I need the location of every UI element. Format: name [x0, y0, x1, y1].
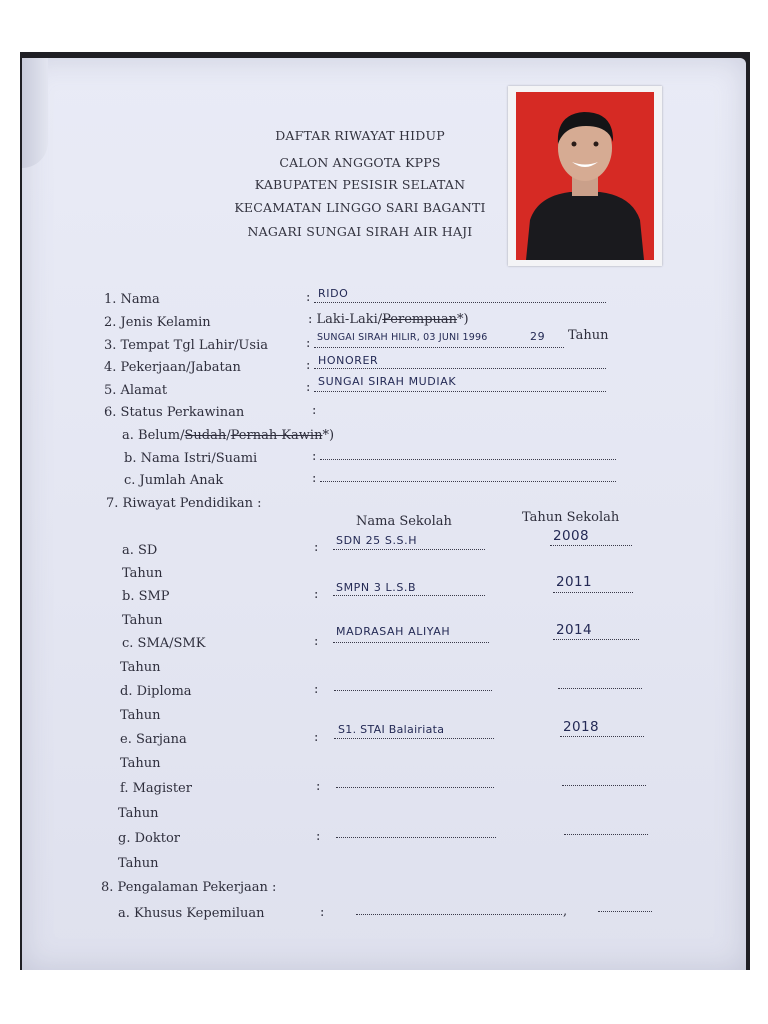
- edu-sd-year-line[interactable]: [550, 545, 632, 546]
- marital-label: 6. Status Perkawinan: [104, 405, 245, 420]
- edu-smp-school-line[interactable]: [333, 595, 485, 596]
- edu-diploma-label: d. Diploma: [120, 684, 192, 699]
- election-experience-label: a. Khusus Kepemiluan: [118, 906, 265, 921]
- tahun-label: Tahun: [122, 613, 163, 628]
- age-unit: Tahun: [568, 328, 609, 343]
- tahun-label: Tahun: [120, 660, 161, 675]
- job-line[interactable]: [314, 368, 606, 369]
- colon: :: [314, 540, 319, 555]
- edu-smp-year-line[interactable]: [553, 592, 633, 593]
- marital-married-option: Sudah: [184, 428, 227, 443]
- edu-sd-school: SDN 25 S.S.H: [336, 534, 418, 547]
- form-regency: KABUPATEN PESISIR SELATAN: [254, 177, 466, 192]
- colon: :: [314, 634, 319, 649]
- edu-magister-school-line[interactable]: [336, 787, 494, 788]
- election-experience-comma: ,: [563, 904, 568, 919]
- portrait-image: [516, 92, 654, 260]
- edu-sarjana-school: S1. STAI Balairiata: [338, 723, 445, 736]
- tahun-label: Tahun: [118, 856, 159, 871]
- address-line[interactable]: [314, 391, 606, 392]
- birth-line[interactable]: [314, 347, 564, 348]
- colon: :: [306, 290, 311, 305]
- name-value: RIDO: [318, 287, 349, 300]
- edu-sarjana-year-line[interactable]: [560, 736, 644, 737]
- form-district: KECAMATAN LINGGO SARI BAGANTI: [234, 200, 486, 215]
- edu-smp-label: b. SMP: [122, 589, 170, 604]
- marital-single-option: a. Belum/: [122, 428, 185, 443]
- election-experience-line[interactable]: [356, 914, 562, 915]
- marital-ever-married-option: Pernah Kawin: [230, 428, 323, 443]
- marital-options: [122, 428, 334, 443]
- colon: :: [316, 829, 321, 844]
- colon: :: [312, 471, 317, 486]
- birth-value: SUNGAI SIRAH HILIR, 03 JUNI 1996: [317, 332, 488, 343]
- edu-sma-label: c. SMA/SMK: [122, 636, 206, 651]
- gender-label: 2. Jenis Kelamin: [104, 315, 211, 330]
- spouse-label: b. Nama Istri/Suami: [124, 451, 258, 466]
- school-column-header: Nama Sekolah: [356, 514, 452, 529]
- tahun-label: Tahun: [120, 708, 161, 723]
- job-label: 4. Pekerjaan/Jabatan: [104, 360, 241, 375]
- experience-label: 8. Pengalaman Pekerjaan :: [101, 880, 277, 895]
- form-title: DAFTAR RIWAYAT HIDUP: [275, 128, 445, 143]
- marital-footnote: *): [322, 428, 335, 443]
- edu-diploma-year-line[interactable]: [558, 688, 642, 689]
- job-value: HONORER: [318, 354, 379, 367]
- colon: :: [314, 730, 319, 745]
- edu-sd-label: a. SD: [122, 543, 158, 558]
- colon: :: [306, 380, 311, 395]
- name-line[interactable]: [314, 302, 606, 303]
- paper-fold: [22, 58, 48, 168]
- year-column-header: Tahun Sekolah: [522, 510, 620, 525]
- colon: :: [312, 403, 317, 418]
- gender-value: [308, 312, 469, 327]
- edu-magister-year-line[interactable]: [562, 785, 646, 786]
- colon: :: [314, 682, 319, 697]
- profile-photo: [508, 86, 662, 266]
- tahun-label: Tahun: [122, 566, 163, 581]
- edu-smp-year: 2011: [556, 574, 592, 590]
- form-village: NAGARI SUNGAI SIRAH AIR HAJI: [247, 224, 473, 239]
- tahun-label: Tahun: [120, 756, 161, 771]
- edu-sd-school-line[interactable]: [333, 549, 485, 550]
- colon: :: [312, 449, 317, 464]
- edu-sarjana-label: e. Sarjana: [120, 732, 187, 747]
- edu-doktor-year-line[interactable]: [564, 834, 648, 835]
- address-label: 5. Alamat: [104, 383, 168, 398]
- edu-sma-year: 2014: [556, 622, 592, 638]
- edu-sarjana-school-line[interactable]: [334, 738, 494, 739]
- edu-sma-school-line[interactable]: [333, 642, 489, 643]
- gender-footnote: *): [457, 312, 469, 327]
- edu-sma-school: MADRASAH ALIYAH: [336, 625, 451, 638]
- age-value: 29: [530, 330, 546, 343]
- edu-sma-year-line[interactable]: [553, 639, 639, 640]
- election-experience-year-line[interactable]: [598, 911, 652, 912]
- children-line[interactable]: [320, 481, 616, 482]
- address-value: SUNGAI SIRAH MUDIAK: [318, 375, 457, 388]
- edu-sd-year: 2008: [553, 528, 589, 544]
- edu-sarjana-year: 2018: [563, 719, 599, 735]
- edu-diploma-school-line[interactable]: [334, 690, 492, 691]
- form-subtitle: CALON ANGGOTA KPPS: [279, 155, 441, 170]
- edu-magister-label: f. Magister: [120, 781, 192, 796]
- spouse-line[interactable]: [320, 459, 616, 460]
- birth-label: 3. Tempat Tgl Lahir/Usia: [104, 338, 268, 353]
- tahun-label: Tahun: [118, 806, 159, 821]
- education-label: 7. Riwayat Pendidikan :: [106, 496, 262, 511]
- edu-doktor-label: g. Doktor: [118, 831, 180, 846]
- colon: :: [306, 336, 311, 351]
- marital-separator: /: [226, 428, 231, 443]
- colon: :: [316, 779, 321, 794]
- colon: :: [320, 905, 325, 920]
- gender-female-option: Perempuan: [382, 312, 458, 327]
- colon: :: [306, 358, 311, 373]
- gender-male-option: : Laki-Laki/: [308, 312, 383, 327]
- edu-smp-school: SMPN 3 L.S.B: [336, 581, 417, 594]
- children-label: c. Jumlah Anak: [124, 473, 224, 488]
- edu-doktor-school-line[interactable]: [336, 837, 496, 838]
- name-label: 1. Nama: [104, 292, 160, 307]
- colon: :: [314, 587, 319, 602]
